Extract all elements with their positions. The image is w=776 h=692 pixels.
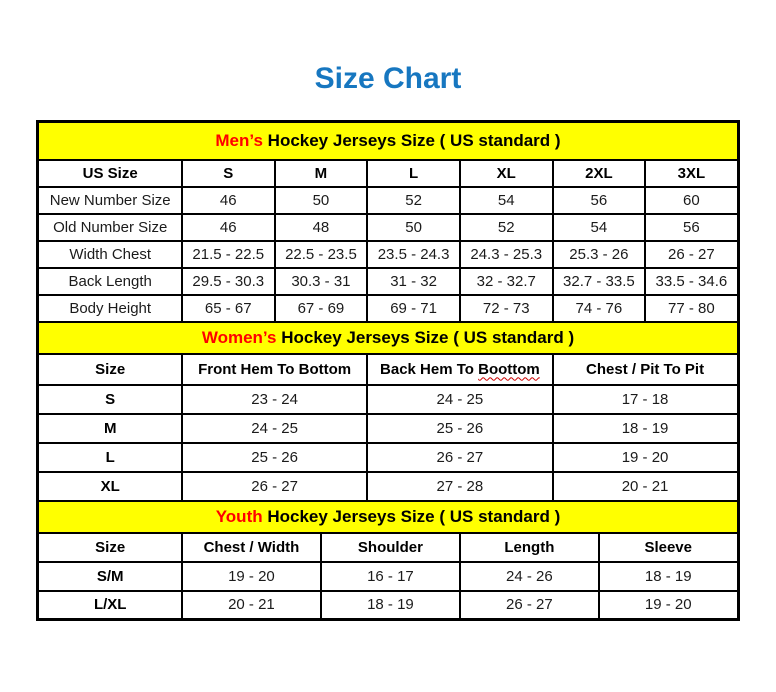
table-cell: 25.3 - 26 (553, 241, 646, 268)
table-cell: 19 - 20 (182, 562, 321, 591)
table-cell: 19 - 20 (553, 443, 738, 472)
table-cell: 25 - 26 (182, 443, 367, 472)
youth-section-banner (38, 501, 738, 533)
table-cell: 23 - 24 (182, 385, 367, 414)
row-label: Body Height (38, 295, 182, 322)
table-row (38, 562, 738, 591)
column-header: US Size (38, 160, 182, 187)
column-header: Front Hem To Bottom (182, 354, 367, 385)
table-row (38, 354, 738, 385)
table-row (38, 122, 738, 160)
column-header: Length (460, 533, 599, 562)
mens-banner-text: Hockey Jerseys Size ( US standard ) (262, 130, 561, 150)
table-row (38, 591, 738, 620)
table-row (38, 501, 738, 533)
table-cell: 50 (275, 187, 368, 214)
table-row (38, 214, 738, 241)
mens-section (38, 122, 738, 322)
table-cell: 30.3 - 31 (275, 268, 368, 295)
misspelled-word: Boottom (478, 360, 540, 378)
table-cell: 32.7 - 33.5 (553, 268, 646, 295)
table-cell: 65 - 67 (182, 295, 275, 322)
row-label: Back Length (38, 268, 182, 295)
table-cell: 72 - 73 (460, 295, 553, 322)
table-cell: 52 (367, 187, 460, 214)
table-cell: 26 - 27 (460, 591, 599, 620)
table-cell: 18 - 19 (553, 414, 738, 443)
mens-banner-highlight: Men’s (215, 130, 263, 150)
mens-section-banner (38, 122, 738, 160)
column-header: 2XL (553, 160, 646, 187)
table-cell: 18 - 19 (321, 591, 460, 620)
table-cell: 29.5 - 30.3 (182, 268, 275, 295)
row-label: S/M (38, 562, 182, 591)
youth-section (38, 501, 738, 620)
column-header: Chest / Width (182, 533, 321, 562)
table-cell: 24 - 25 (367, 385, 552, 414)
womens-banner-highlight: Women’s (201, 327, 277, 347)
row-label: L (38, 443, 182, 472)
table-cell: 33.5 - 34.6 (645, 268, 738, 295)
column-header: M (275, 160, 368, 187)
table-cell: 24.3 - 25.3 (460, 241, 553, 268)
table-row (38, 385, 738, 414)
column-header (367, 354, 552, 385)
page-title: Size Chart (314, 62, 462, 95)
table-cell: 26 - 27 (367, 443, 552, 472)
table-cell: 17 - 18 (553, 385, 738, 414)
table-cell: 31 - 32 (367, 268, 460, 295)
youth-banner-text: Hockey Jerseys Size ( US standard ) (262, 506, 561, 526)
table-row (38, 443, 738, 472)
table-cell: 22.5 - 23.5 (275, 241, 368, 268)
table-row (38, 295, 738, 322)
table-cell: 74 - 76 (553, 295, 646, 322)
column-header: Size (38, 533, 182, 562)
table-cell: 77 - 80 (645, 295, 738, 322)
youth-banner-highlight: Youth (215, 506, 263, 526)
table-cell: 25 - 26 (367, 414, 552, 443)
table-cell: 20 - 21 (553, 472, 738, 501)
table-cell: 56 (645, 214, 738, 241)
row-label: L/XL (38, 591, 182, 620)
table-cell: 54 (460, 187, 553, 214)
column-header: Chest / Pit To Pit (553, 354, 738, 385)
column-header: Size (38, 354, 182, 385)
column-header: 3XL (645, 160, 738, 187)
table-cell: 32 - 32.7 (460, 268, 553, 295)
table-row (38, 322, 738, 354)
table-cell: 48 (275, 214, 368, 241)
column-header: S (182, 160, 275, 187)
table-cell: 24 - 25 (182, 414, 367, 443)
table-cell: 21.5 - 22.5 (182, 241, 275, 268)
table-cell: 67 - 69 (275, 295, 368, 322)
table-cell: 46 (182, 214, 275, 241)
table-row (38, 241, 738, 268)
row-label: Old Number Size (38, 214, 182, 241)
table-cell: 27 - 28 (367, 472, 552, 501)
table-row (38, 414, 738, 443)
row-label: S (38, 385, 182, 414)
table-row (38, 533, 738, 562)
womens-section (38, 322, 738, 501)
womens-banner-text: Hockey Jerseys Size ( US standard ) (276, 327, 575, 347)
table-cell: 60 (645, 187, 738, 214)
table-cell: 56 (553, 187, 646, 214)
table-cell: 18 - 19 (599, 562, 738, 591)
row-label: New Number Size (38, 187, 182, 214)
table-cell: 52 (460, 214, 553, 241)
table-cell: 26 - 27 (182, 472, 367, 501)
table-cell: 50 (367, 214, 460, 241)
table-row (38, 472, 738, 501)
table-cell: 19 - 20 (599, 591, 738, 620)
table-cell: 16 - 17 (321, 562, 460, 591)
column-header: Shoulder (321, 533, 460, 562)
row-label: XL (38, 472, 182, 501)
column-header: XL (460, 160, 553, 187)
womens-section-banner (38, 322, 738, 354)
table-cell: 26 - 27 (645, 241, 738, 268)
table-row (38, 268, 738, 295)
row-label: M (38, 414, 182, 443)
table-cell: 20 - 21 (182, 591, 321, 620)
size-chart-table (36, 120, 739, 621)
table-cell: 46 (182, 187, 275, 214)
table-cell: 23.5 - 24.3 (367, 241, 460, 268)
table-cell: 69 - 71 (367, 295, 460, 322)
column-header-text: Back Hem To (380, 360, 479, 378)
table-row (38, 187, 738, 214)
row-label: Width Chest (38, 241, 182, 268)
column-header: Sleeve (599, 533, 738, 562)
table-cell: 24 - 26 (460, 562, 599, 591)
table-row (38, 160, 738, 187)
table-cell: 54 (553, 214, 646, 241)
column-header: L (367, 160, 460, 187)
